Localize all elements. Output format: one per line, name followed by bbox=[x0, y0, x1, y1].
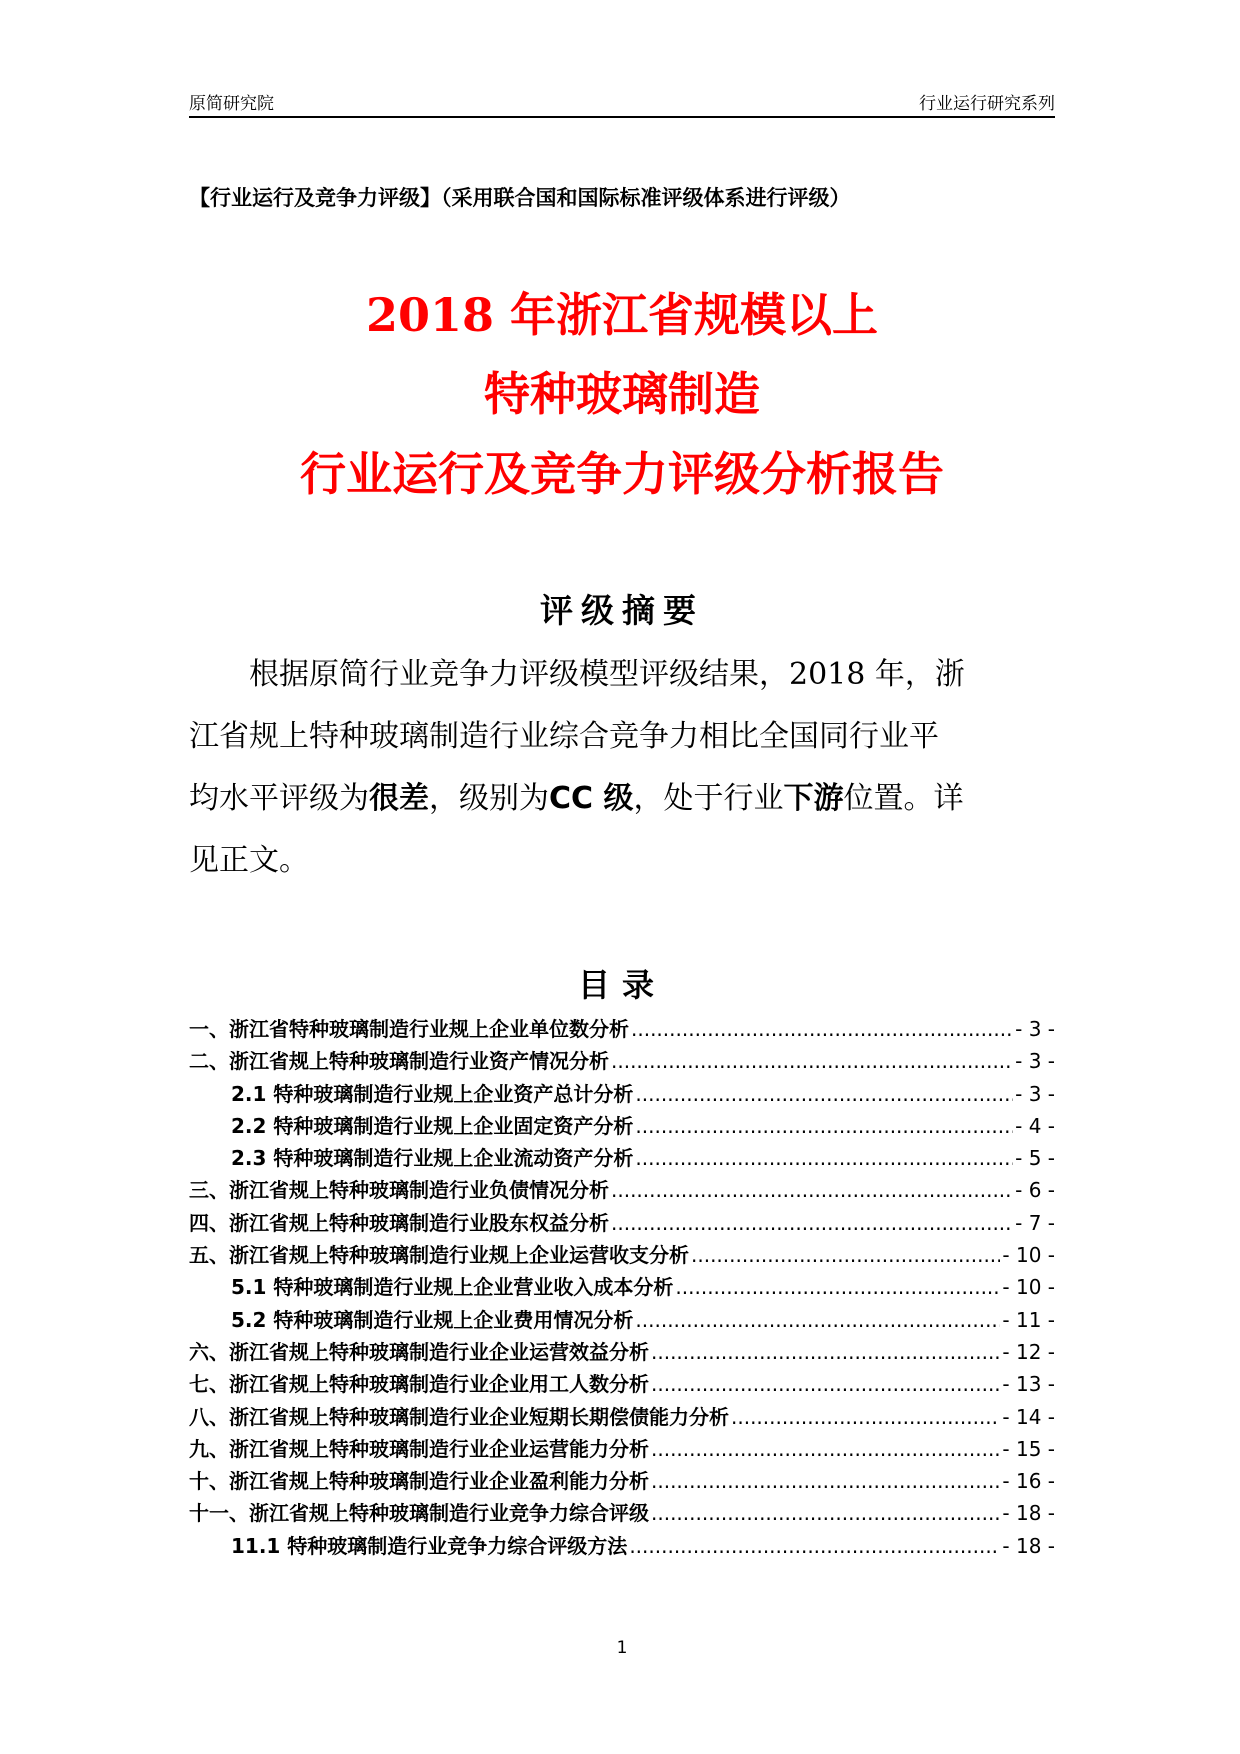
toc-entry-page: - 14 - bbox=[1002, 1404, 1055, 1429]
toc-leader-dots bbox=[731, 1405, 1000, 1429]
toc-entry[interactable] bbox=[189, 1174, 1055, 1206]
toc-leader-dots bbox=[631, 1017, 1013, 1041]
toc-subentry[interactable] bbox=[189, 1142, 1055, 1174]
toc-subentry[interactable] bbox=[189, 1110, 1055, 1142]
report-title-line-2: 特种玻璃制造 bbox=[484, 367, 760, 421]
toc-leader-dots bbox=[629, 1534, 1000, 1558]
toc-leader-dots bbox=[611, 1049, 1013, 1073]
toc-entry-label: 11.1 特种玻璃制造行业竞争力综合评级方法 bbox=[231, 1533, 628, 1558]
toc-entry-page: - 3 - bbox=[1015, 1017, 1055, 1041]
toc-entry-page: - 18 - bbox=[1002, 1501, 1055, 1526]
header-right-series: 行业运行研究系列 bbox=[919, 94, 1055, 114]
toc-entry-label: 5.2 特种玻璃制造行业规上企业费用情况分析 bbox=[231, 1307, 634, 1332]
toc-entry[interactable] bbox=[189, 1465, 1055, 1497]
abstract-line-4: 见正文。 bbox=[189, 843, 309, 878]
table-of-contents bbox=[189, 1013, 1055, 1562]
toc-leader-dots bbox=[651, 1501, 1000, 1525]
abstract-line-2: 江省规上特种玻璃制造行业综合竞争力相比全国同行业平 bbox=[189, 719, 939, 754]
toc-leader-dots bbox=[675, 1275, 1000, 1299]
toc-entry-page: - 18 - bbox=[1002, 1533, 1055, 1558]
toc-leader-dots bbox=[635, 1308, 1000, 1332]
toc-entry-label: 八、浙江省规上特种玻璃制造行业企业短期长期偿债能力分析 bbox=[189, 1404, 729, 1429]
abstract-line-1: 根据原简行业竞争力评级模型评级结果，2018 年，浙 bbox=[249, 657, 965, 692]
toc-subentry[interactable] bbox=[189, 1304, 1055, 1336]
toc-entry[interactable] bbox=[189, 1239, 1055, 1271]
toc-entry-label: 2.3 特种玻璃制造行业规上企业流动资产分析 bbox=[231, 1146, 634, 1171]
toc-entry[interactable] bbox=[189, 1013, 1055, 1045]
toc-entry-label: 四、浙江省规上特种玻璃制造行业股东权益分析 bbox=[189, 1210, 609, 1235]
rating-position: 下游 bbox=[783, 781, 844, 816]
toc-entry-page: - 4 - bbox=[1015, 1113, 1055, 1138]
toc-leader-dots bbox=[651, 1469, 1000, 1493]
toc-leader-dots bbox=[635, 1082, 1013, 1106]
toc-leader-dots bbox=[611, 1211, 1013, 1235]
toc-entry-label: 5.1 特种玻璃制造行业规上企业营业收入成本分析 bbox=[231, 1275, 674, 1300]
abstract-heading: 评级摘要 bbox=[540, 591, 704, 630]
rating-level: 很差 bbox=[369, 781, 429, 816]
toc-entry[interactable] bbox=[189, 1401, 1055, 1433]
toc-entry[interactable] bbox=[189, 1368, 1055, 1400]
toc-subentry[interactable] bbox=[189, 1078, 1055, 1110]
toc-leader-dots bbox=[635, 1114, 1013, 1138]
toc-leader-dots bbox=[651, 1340, 1000, 1364]
page-header bbox=[189, 88, 1055, 114]
toc-entry[interactable] bbox=[189, 1433, 1055, 1465]
toc-entry-label: 2.2 特种玻璃制造行业规上企业固定资产分析 bbox=[231, 1113, 634, 1138]
abstract-line-3 bbox=[189, 768, 1055, 830]
toc-entry-page: - 12 - bbox=[1002, 1339, 1055, 1364]
toc-entry[interactable] bbox=[189, 1336, 1055, 1368]
abstract-paragraph bbox=[189, 644, 1055, 892]
toc-entry-page: - 5 - bbox=[1015, 1146, 1055, 1171]
toc-entry-page: - 3 - bbox=[1015, 1049, 1055, 1074]
toc-subentry[interactable] bbox=[189, 1271, 1055, 1303]
toc-leader-dots bbox=[611, 1178, 1013, 1202]
toc-entry-page: - 16 - bbox=[1002, 1469, 1055, 1494]
header-divider bbox=[189, 116, 1055, 118]
toc-entry-label: 十、浙江省规上特种玻璃制造行业企业盈利能力分析 bbox=[189, 1469, 649, 1494]
toc-entry-label: 2.1 特种玻璃制造行业规上企业资产总计分析 bbox=[231, 1081, 634, 1106]
toc-entry-label: 五、浙江省规上特种玻璃制造行业规上企业运营收支分析 bbox=[189, 1243, 689, 1268]
toc-entry[interactable] bbox=[189, 1207, 1055, 1239]
toc-subentry[interactable] bbox=[189, 1530, 1055, 1562]
toc-leader-dots bbox=[635, 1146, 1013, 1170]
toc-entry-label: 七、浙江省规上特种玻璃制造行业企业用工人数分析 bbox=[189, 1372, 649, 1397]
toc-entry-label: 二、浙江省规上特种玻璃制造行业资产情况分析 bbox=[189, 1049, 609, 1074]
toc-heading: 目录 bbox=[577, 966, 666, 1004]
toc-entry-page: - 7 - bbox=[1015, 1210, 1055, 1235]
toc-entry-label: 六、浙江省规上特种玻璃制造行业企业运营效益分析 bbox=[189, 1339, 649, 1364]
abstract-line-3-text-a: 均水平评级为 bbox=[189, 781, 369, 816]
toc-entry[interactable] bbox=[189, 1497, 1055, 1529]
rating-grade: CC 级 bbox=[549, 781, 634, 816]
toc-entry-page: - 13 - bbox=[1002, 1372, 1055, 1397]
abstract-line-3-text-c: ，级别为 bbox=[429, 781, 549, 816]
toc-entry-label: 十一、浙江省规上特种玻璃制造行业竞争力综合评级 bbox=[189, 1501, 649, 1526]
report-category-line: 【行业运行及竞争力评级】（采用联合国和国际标准评级体系进行评级） bbox=[189, 186, 851, 210]
toc-entry-label: 三、浙江省规上特种玻璃制造行业负债情况分析 bbox=[189, 1178, 609, 1203]
page-number: 1 bbox=[616, 1638, 628, 1658]
toc-entry-page: - 10 - bbox=[1002, 1275, 1055, 1300]
header-left-org: 原简研究院 bbox=[189, 94, 274, 114]
report-title-line-1: 2018 年浙江省规模以上 bbox=[365, 288, 879, 342]
abstract-line-3-text-e: ，处于行业 bbox=[633, 781, 784, 816]
toc-entry-page: - 15 - bbox=[1002, 1436, 1055, 1461]
toc-leader-dots bbox=[691, 1243, 1000, 1267]
toc-entry-page: - 10 - bbox=[1002, 1243, 1055, 1268]
toc-leader-dots bbox=[651, 1372, 1000, 1396]
toc-entry[interactable] bbox=[189, 1045, 1055, 1077]
toc-entry-page: - 3 - bbox=[1015, 1081, 1055, 1106]
toc-entry-label: 一、浙江省特种玻璃制造行业规上企业单位数分析 bbox=[189, 1017, 629, 1041]
toc-entry-page: - 6 - bbox=[1015, 1178, 1055, 1203]
abstract-line-3-text-g: 位置。详 bbox=[843, 781, 964, 816]
toc-entry-label: 九、浙江省规上特种玻璃制造行业企业运营能力分析 bbox=[189, 1436, 649, 1461]
toc-leader-dots bbox=[651, 1437, 1000, 1461]
toc-entry-page: - 11 - bbox=[1002, 1307, 1055, 1332]
report-title-line-3: 行业运行及竞争力评级分析报告 bbox=[300, 447, 944, 501]
